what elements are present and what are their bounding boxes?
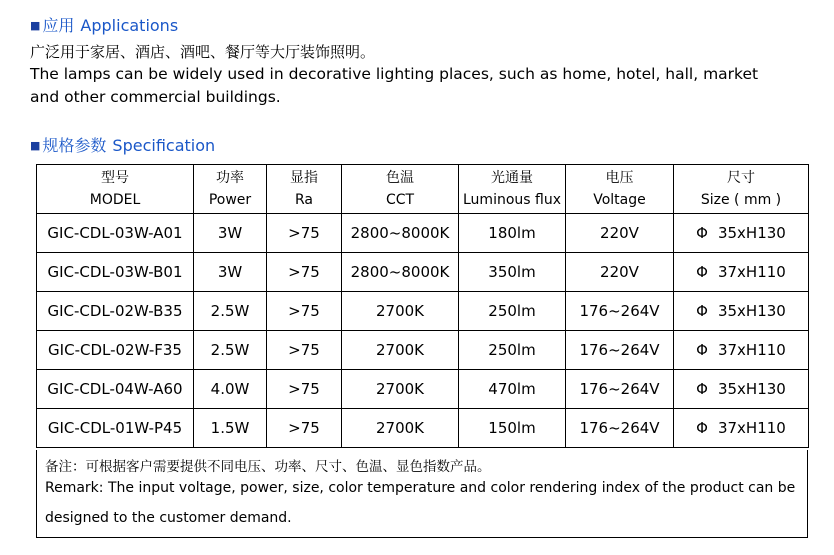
diameter-symbol: Φ	[696, 263, 708, 281]
diameter-symbol: Φ	[696, 341, 708, 359]
header-label-cn: 尺寸	[727, 170, 755, 186]
cell-model: GIC-CDL-04W-A60	[37, 370, 194, 409]
cell-model: GIC-CDL-03W-B01	[37, 253, 194, 292]
cell-ra: >75	[267, 409, 342, 448]
header-label-en: Luminous flux	[463, 192, 561, 208]
specification-heading	[30, 133, 215, 156]
applications-text-cn: 广泛用于家居、酒店、酒吧、餐厅等大厅装饰照明。	[30, 43, 376, 61]
header-label-cn: 光通量	[491, 170, 533, 186]
applications-heading	[30, 13, 178, 36]
table-row	[37, 331, 809, 370]
size-value: 35xH130	[717, 302, 786, 320]
cell-ra: >75	[267, 214, 342, 253]
cell-power: 2.5W	[194, 331, 267, 370]
table-row	[37, 370, 809, 409]
cell-voltage: 176~264V	[566, 292, 674, 331]
cell-cct: 2700K	[342, 409, 459, 448]
cell-voltage: 176~264V	[566, 331, 674, 370]
header-cell-cct	[342, 165, 459, 214]
cell-flux: 350lm	[459, 253, 566, 292]
applications-text-en-line1: The lamps can be widely used in decorative lighting places, such as home, hotel, hall, market	[30, 65, 759, 83]
cell-size	[674, 409, 809, 448]
header-cell-voltage	[566, 165, 674, 214]
cell-power: 4.0W	[194, 370, 267, 409]
cell-size	[674, 253, 809, 292]
table-row	[37, 253, 809, 292]
cell-power: 1.5W	[194, 409, 267, 448]
applications-title-cn: 应用	[42, 16, 75, 35]
cell-size	[674, 214, 809, 253]
size-value: 37xH110	[717, 263, 786, 281]
header-label-en: Ra	[295, 192, 313, 208]
cell-voltage: 176~264V	[566, 409, 674, 448]
cell-flux: 150lm	[459, 409, 566, 448]
size-value: 37xH110	[717, 341, 786, 359]
cell-voltage: 220V	[566, 214, 674, 253]
cell-model: GIC-CDL-03W-A01	[37, 214, 194, 253]
cell-ra: >75	[267, 331, 342, 370]
bullet-square-icon: ■	[30, 139, 41, 152]
cell-power: 2.5W	[194, 292, 267, 331]
cell-flux: 250lm	[459, 331, 566, 370]
header-label-cn: 显指	[290, 170, 318, 186]
cell-size	[674, 331, 809, 370]
specification-title-cn: 规格参数	[42, 136, 107, 155]
header-label-en: CCT	[385, 192, 415, 208]
remark-text-en-line1: Remark: The input voltage, power, size, color temperature and color rendering index of the product can be	[45, 480, 796, 496]
table-row	[37, 214, 809, 253]
diameter-symbol: Φ	[696, 224, 708, 242]
cell-flux: 250lm	[459, 292, 566, 331]
header-label-en: Size ( mm )	[700, 192, 782, 208]
header-label-cn: 功率	[216, 170, 244, 186]
cell-flux: 470lm	[459, 370, 566, 409]
size-value: 35xH130	[717, 380, 786, 398]
diameter-symbol: Φ	[696, 419, 708, 437]
diameter-symbol: Φ	[696, 380, 708, 398]
bullet-square-icon: ■	[30, 19, 41, 32]
remark-text-cn: 备注：可根据客户需要提供不同电压、功率、尺寸、色温、显色指数产品。	[45, 459, 491, 475]
table-row	[37, 292, 809, 331]
cell-power: 3W	[194, 253, 267, 292]
cell-ra: >75	[267, 370, 342, 409]
header-cell-power	[194, 165, 267, 214]
size-value: 35xH130	[717, 224, 786, 242]
cell-ra: >75	[267, 253, 342, 292]
cell-voltage: 220V	[566, 253, 674, 292]
cell-ra: >75	[267, 292, 342, 331]
table-row	[37, 409, 809, 448]
applications-text-en-line2: and other commercial buildings.	[30, 88, 281, 106]
header-label-en: MODEL	[89, 192, 141, 208]
header-label-en: Voltage	[593, 192, 646, 208]
applications-title-en: Applications	[80, 16, 179, 35]
header-label-cn: 色温	[386, 170, 414, 186]
table-header-row	[37, 165, 809, 214]
cell-flux: 180lm	[459, 214, 566, 253]
cell-cct: 2700K	[342, 370, 459, 409]
cell-cct: 2800~8000K	[342, 214, 459, 253]
cell-cct: 2700K	[342, 292, 459, 331]
cell-model: GIC-CDL-02W-B35	[37, 292, 194, 331]
header-label-cn: 型号	[101, 170, 129, 186]
cell-power: 3W	[194, 214, 267, 253]
cell-voltage: 176~264V	[566, 370, 674, 409]
header-label-cn: 电压	[605, 170, 634, 186]
size-value: 37xH110	[717, 419, 786, 437]
cell-model: GIC-CDL-02W-F35	[37, 331, 194, 370]
remark-box	[36, 450, 808, 538]
cell-size	[674, 292, 809, 331]
specification-title-en: Specification	[112, 136, 216, 155]
remark-text-en-line2: designed to the customer demand.	[45, 510, 292, 526]
cell-size	[674, 370, 809, 409]
cell-model: GIC-CDL-01W-P45	[37, 409, 194, 448]
cell-cct: 2700K	[342, 331, 459, 370]
diameter-symbol: Φ	[696, 302, 708, 320]
header-cell-size	[674, 165, 809, 214]
cell-cct: 2800~8000K	[342, 253, 459, 292]
header-cell-ra	[267, 165, 342, 214]
header-label-en: Power	[208, 192, 252, 208]
header-cell-model	[37, 165, 194, 214]
specification-table	[36, 164, 809, 448]
header-cell-flux	[459, 165, 566, 214]
